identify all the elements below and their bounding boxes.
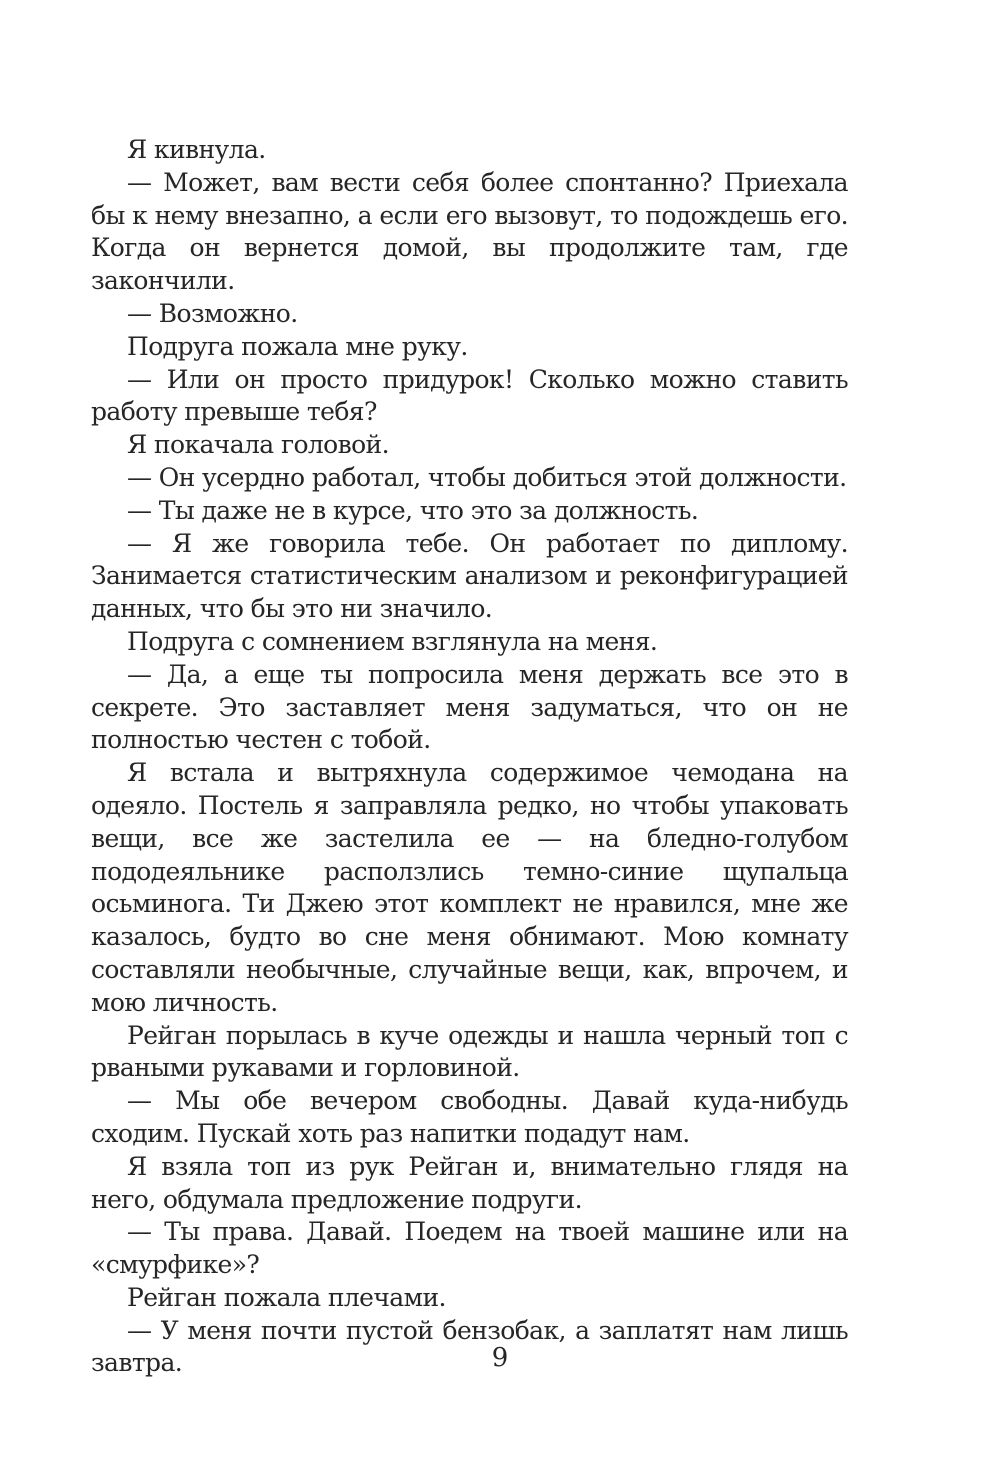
paragraph: — Возможно. [127,298,298,328]
paragraph: Рейган порылась в куче одежды и нашла черный топ с рваными рукавами и горловиной. [91,1020,848,1083]
paragraph: Я встала и вытряхнула содержимое чемодана на одеяло. Постель я заправляла редко, но чтобы упаковать вещи, все же застелила ее — на бледно-голубом пододеяльнике расползлись темно-синие щупальца осьминога. Ти Джею этот комплект не нравился, мне же казалось, будто во сне меня обнимают. Мою комнату составляли необычные, случайные вещи, как, впрочем, и мою личность. [91,758,848,1017]
paragraph: — Ты права. Давай. Поедем на твоей машине или на «смурфике»? [91,1217,848,1280]
paragraph: Подруга пожала мне руку. [127,331,468,361]
paragraph: — Да, а еще ты попросила меня держать все это в секрете. Это заставляет меня задуматься, что он не полностью честен с тобой. [91,659,848,755]
paragraph: — Мы обе вечером свободны. Давай куда-нибудь сходим. Пускай хоть раз напитки подадут нам. [91,1086,848,1148]
paragraph: — Я же говорила тебе. Он работает по диплому. Занимается статистическим анализом и реконфигурацией данных, что бы это ни значило. [91,528,848,624]
paragraph: Я кивнула. [127,135,266,164]
paragraph: — Ты даже не в курсе, что это за должность. [127,495,699,525]
paragraph: — Или он просто придурок! Сколько можно ставить работу превыше тебя? [91,364,848,427]
body-text [91,134,848,1380]
paragraph: — Может, вам вести себя более спонтанно? Приехала бы к нему внезапно, а если его вызовут, то подождешь его. Когда он вернется домой, вы продолжите там, где закончили. [91,167,848,296]
paragraph: Я взяла топ из рук Рейган и, внимательно глядя на него, обдумала предложение подруги. [91,1151,848,1214]
paragraph: — У меня почти пустой бензобак, а заплатят нам лишь завтра. [91,1315,848,1378]
paragraph: Подруга с сомнением взглянула на меня. [127,626,658,656]
page-number: 9 [491,1343,509,1373]
paragraph: — Он усердно работал, чтобы добиться этой должности. [127,462,847,492]
paragraph: Рейган пожала плечами. [127,1282,446,1312]
paragraph: Я покачала головой. [127,430,389,460]
